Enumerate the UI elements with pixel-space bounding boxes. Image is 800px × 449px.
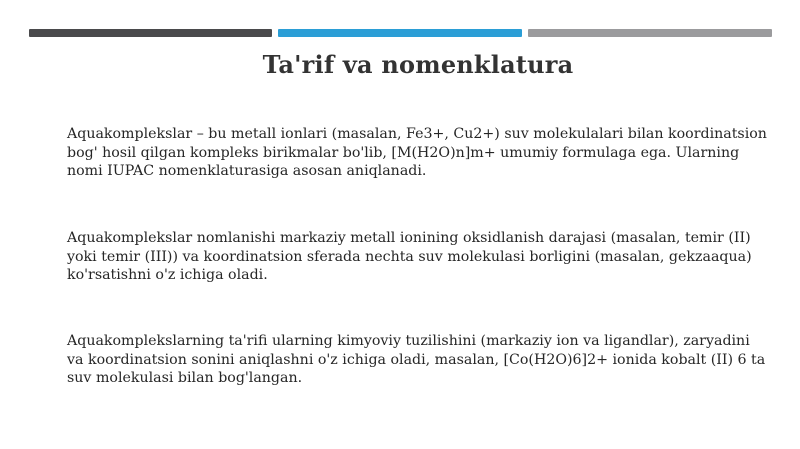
paragraph-definition: Aquakomplekslar – bu metall ionlari (masalan, Fe3+, Cu2+) suv molekulalari bilan koordinatsion bog' hosil qilgan kompleks birikmalar bo'lib, [M(H2O)n]m+ umumiy formulaga ega. Ularning nomi IUPAC nomenklaturasiga asosan aniqlanadi. [67,126,767,179]
accent-bar-dark [29,29,272,37]
slide-title: Ta'rif va nomenklatura [262,50,574,79]
accent-bar-blue [278,29,522,37]
paragraph-naming: Aquakomplekslar nomlanishi markaziy metall ionining oksidlanish darajasi (masalan, temir (II) yoki temir (III)) va koordinatsion sferada nechta suv molekulasi borligini (masalan, gekzaaqua) ko'rsatishni o'z ichiga oladi. [67,230,752,283]
paragraph-characterization: Aquakomplekslarning ta'rifi ularning kimyoviy tuzilishini (markaziy ion va ligandlar), zaryadini va koordinatsion sonini aniqlashni o'z ichiga oladi, masalan, [Co(H2O)6]2+ ionida kobalt (II) 6 ta suv molekulasi bilan bog'langan. [67,333,766,386]
accent-bar-gray [528,29,772,37]
